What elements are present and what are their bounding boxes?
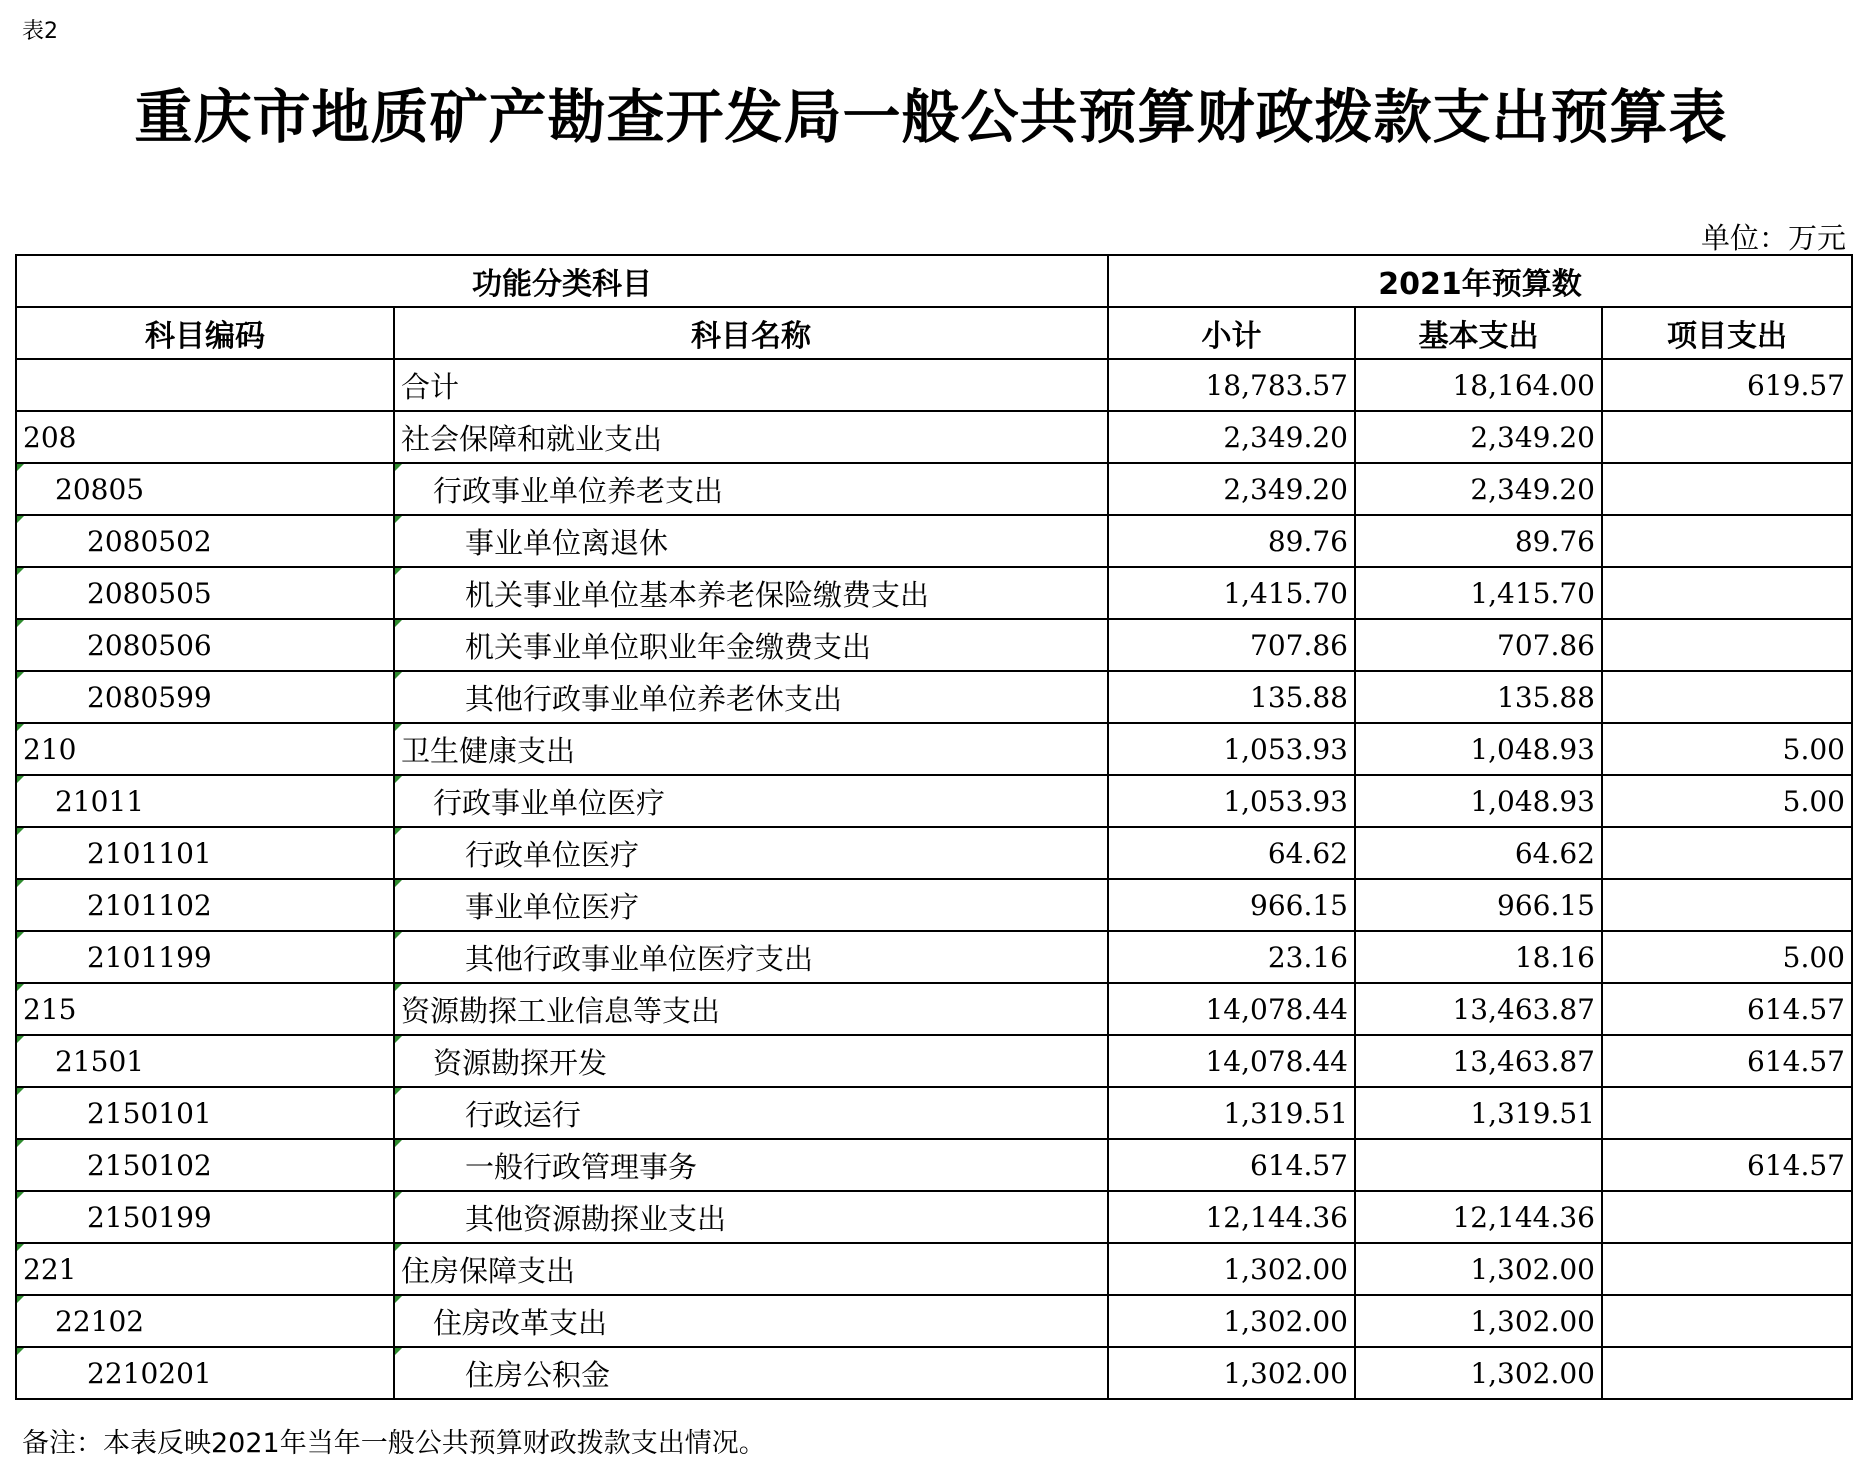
row-project-cell bbox=[1602, 1243, 1852, 1295]
row-project-cell bbox=[1602, 619, 1852, 671]
row-code-cell bbox=[16, 1139, 394, 1191]
table-row bbox=[16, 827, 1852, 879]
budget-table bbox=[15, 254, 1853, 1400]
row-project-cell bbox=[1602, 515, 1852, 567]
table-row bbox=[16, 567, 1852, 619]
cell-text: 13,463.87 bbox=[1452, 992, 1595, 1026]
cell-text: 2150199 bbox=[87, 1200, 212, 1234]
row-code-cell bbox=[16, 567, 394, 619]
row-basic-cell bbox=[1355, 983, 1602, 1035]
row-code-cell bbox=[16, 359, 394, 411]
cell-text: 1,048.93 bbox=[1470, 784, 1595, 818]
table-label: 表2 bbox=[22, 19, 58, 44]
table-row bbox=[16, 1139, 1852, 1191]
cell-text: 其他行政事业单位医疗支出 bbox=[465, 941, 814, 976]
cell-text: 1,319.51 bbox=[1223, 1096, 1348, 1130]
row-project-cell bbox=[1602, 359, 1852, 411]
cell-text: 2,349.20 bbox=[1223, 472, 1348, 506]
row-subtotal-cell bbox=[1108, 359, 1355, 411]
row-name-cell bbox=[394, 567, 1108, 619]
row-subtotal-cell bbox=[1108, 671, 1355, 723]
row-basic-cell bbox=[1355, 1295, 1602, 1347]
row-project-cell bbox=[1602, 1347, 1852, 1399]
cell-text: 619.57 bbox=[1747, 368, 1845, 402]
cell-text: 2,349.20 bbox=[1470, 472, 1595, 506]
cell-text: 5.00 bbox=[1782, 940, 1845, 974]
cell-text: 2080502 bbox=[87, 524, 212, 558]
cell-text: 614.57 bbox=[1250, 1148, 1348, 1182]
row-project-cell bbox=[1602, 775, 1852, 827]
cell-text: 2101101 bbox=[87, 836, 212, 870]
row-subtotal-cell bbox=[1108, 619, 1355, 671]
cell-text: 1,053.93 bbox=[1223, 784, 1348, 818]
cell-text: 18.16 bbox=[1514, 940, 1595, 974]
cell-text: 1,302.00 bbox=[1470, 1304, 1595, 1338]
cell-text: 资源勘探工业信息等支出 bbox=[401, 993, 721, 1028]
row-code-cell bbox=[16, 1087, 394, 1139]
cell-marker-icon bbox=[395, 568, 402, 575]
cell-text: 221 bbox=[23, 1252, 77, 1286]
cell-marker-icon bbox=[395, 724, 402, 731]
row-project-cell bbox=[1602, 463, 1852, 515]
cell-text: 2101199 bbox=[87, 940, 212, 974]
row-basic-cell bbox=[1355, 671, 1602, 723]
cell-marker-icon bbox=[395, 516, 402, 523]
row-project-cell bbox=[1602, 1295, 1852, 1347]
row-project-cell bbox=[1602, 1139, 1852, 1191]
table-row bbox=[16, 1087, 1852, 1139]
cell-marker-icon bbox=[17, 828, 24, 835]
row-project-cell bbox=[1602, 983, 1852, 1035]
cell-marker-icon bbox=[17, 672, 24, 679]
cell-marker-icon bbox=[395, 932, 402, 939]
cell-text: 210 bbox=[23, 732, 77, 766]
cell-marker-icon bbox=[395, 1140, 402, 1147]
cell-text: 1,302.00 bbox=[1223, 1356, 1348, 1390]
table-row bbox=[16, 619, 1852, 671]
row-subtotal-cell bbox=[1108, 827, 1355, 879]
row-subtotal-cell bbox=[1108, 567, 1355, 619]
row-basic-cell bbox=[1355, 827, 1602, 879]
cell-text: 23.16 bbox=[1267, 940, 1348, 974]
cell-text: 14,078.44 bbox=[1205, 992, 1348, 1026]
row-basic-cell bbox=[1355, 463, 1602, 515]
row-subtotal-cell bbox=[1108, 1295, 1355, 1347]
row-subtotal-cell bbox=[1108, 411, 1355, 463]
row-code-cell bbox=[16, 931, 394, 983]
row-basic-cell bbox=[1355, 515, 1602, 567]
row-project-cell bbox=[1602, 931, 1852, 983]
row-name-cell bbox=[394, 1035, 1108, 1087]
header-column-row bbox=[16, 307, 1852, 359]
row-basic-cell bbox=[1355, 1243, 1602, 1295]
cell-text: 64.62 bbox=[1514, 836, 1595, 870]
row-subtotal-cell bbox=[1108, 931, 1355, 983]
header-function-group: 功能分类科目 bbox=[16, 255, 1108, 307]
table-row bbox=[16, 1295, 1852, 1347]
row-project-cell bbox=[1602, 671, 1852, 723]
cell-text: 1,302.00 bbox=[1470, 1252, 1595, 1286]
table-row bbox=[16, 463, 1852, 515]
row-subtotal-cell bbox=[1108, 1139, 1355, 1191]
row-name-cell bbox=[394, 411, 1108, 463]
cell-marker-icon bbox=[395, 1296, 402, 1303]
row-code-cell bbox=[16, 723, 394, 775]
row-name-cell bbox=[394, 515, 1108, 567]
table-row bbox=[16, 775, 1852, 827]
row-code-cell bbox=[16, 983, 394, 1035]
row-name-cell bbox=[394, 1087, 1108, 1139]
row-basic-cell bbox=[1355, 359, 1602, 411]
cell-text: 21501 bbox=[55, 1044, 145, 1078]
cell-text: 707.86 bbox=[1497, 628, 1595, 662]
row-name-cell bbox=[394, 1139, 1108, 1191]
table-row bbox=[16, 931, 1852, 983]
cell-text: 12,144.36 bbox=[1452, 1200, 1595, 1234]
row-subtotal-cell bbox=[1108, 1191, 1355, 1243]
row-project-cell bbox=[1602, 411, 1852, 463]
row-name-cell bbox=[394, 619, 1108, 671]
cell-text: 1,302.00 bbox=[1470, 1356, 1595, 1390]
cell-marker-icon bbox=[395, 984, 402, 991]
table-row bbox=[16, 1035, 1852, 1087]
footnote: 备注：本表反映2021年当年一般公共预算财政拨款支出情况。 bbox=[22, 1428, 766, 1459]
cell-text: 住房公积金 bbox=[465, 1357, 611, 1392]
row-basic-cell bbox=[1355, 619, 1602, 671]
cell-text: 89.76 bbox=[1267, 524, 1348, 558]
table-row bbox=[16, 515, 1852, 567]
cell-marker-icon bbox=[17, 1192, 24, 1199]
cell-text: 卫生健康支出 bbox=[401, 733, 576, 768]
cell-marker-icon bbox=[395, 672, 402, 679]
cell-text: 社会保障和就业支出 bbox=[401, 421, 663, 456]
cell-marker-icon bbox=[395, 464, 402, 471]
row-code-cell bbox=[16, 671, 394, 723]
table-row bbox=[16, 879, 1852, 931]
cell-marker-icon bbox=[17, 1296, 24, 1303]
row-code-cell bbox=[16, 515, 394, 567]
row-project-cell bbox=[1602, 1191, 1852, 1243]
row-code-cell bbox=[16, 463, 394, 515]
cell-text: 22102 bbox=[55, 1304, 145, 1338]
cell-text: 64.62 bbox=[1267, 836, 1348, 870]
cell-marker-icon bbox=[17, 1244, 24, 1251]
row-basic-cell bbox=[1355, 1035, 1602, 1087]
row-code-cell bbox=[16, 827, 394, 879]
cell-text: 2150102 bbox=[87, 1148, 212, 1182]
header-project: 项目支出 bbox=[1602, 307, 1852, 359]
cell-marker-icon bbox=[17, 984, 24, 991]
cell-text: 2080599 bbox=[87, 680, 212, 714]
cell-text: 966.15 bbox=[1497, 888, 1595, 922]
row-code-cell bbox=[16, 1191, 394, 1243]
cell-marker-icon bbox=[395, 1192, 402, 1199]
cell-text: 行政运行 bbox=[465, 1097, 582, 1132]
cell-text: 18,783.57 bbox=[1205, 368, 1348, 402]
cell-marker-icon bbox=[395, 620, 402, 627]
table-row bbox=[16, 1191, 1852, 1243]
cell-text: 18,164.00 bbox=[1452, 368, 1595, 402]
row-subtotal-cell bbox=[1108, 1035, 1355, 1087]
row-name-cell bbox=[394, 1347, 1108, 1399]
table-body bbox=[16, 359, 1852, 1399]
cell-marker-icon bbox=[395, 1088, 402, 1095]
cell-text: 1,319.51 bbox=[1470, 1096, 1595, 1130]
row-name-cell bbox=[394, 1243, 1108, 1295]
table-row bbox=[16, 723, 1852, 775]
row-basic-cell bbox=[1355, 1347, 1602, 1399]
cell-marker-icon bbox=[17, 620, 24, 627]
cell-text: 2,349.20 bbox=[1223, 420, 1348, 454]
row-code-cell bbox=[16, 1035, 394, 1087]
row-subtotal-cell bbox=[1108, 879, 1355, 931]
cell-text: 20805 bbox=[55, 472, 145, 506]
row-basic-cell bbox=[1355, 931, 1602, 983]
row-name-cell bbox=[394, 983, 1108, 1035]
cell-text: 135.88 bbox=[1497, 680, 1595, 714]
cell-text: 614.57 bbox=[1747, 1044, 1845, 1078]
row-subtotal-cell bbox=[1108, 1243, 1355, 1295]
row-code-cell bbox=[16, 411, 394, 463]
row-basic-cell bbox=[1355, 1087, 1602, 1139]
row-project-cell bbox=[1602, 1035, 1852, 1087]
cell-text: 614.57 bbox=[1747, 992, 1845, 1026]
row-name-cell bbox=[394, 1295, 1108, 1347]
cell-text: 2,349.20 bbox=[1470, 420, 1595, 454]
cell-text: 其他资源勘探业支出 bbox=[465, 1201, 727, 1236]
cell-text: 1,302.00 bbox=[1223, 1304, 1348, 1338]
cell-text: 行政事业单位医疗 bbox=[433, 785, 666, 820]
cell-text: 614.57 bbox=[1747, 1148, 1845, 1182]
header-budget-group: 2021年预算数 bbox=[1108, 255, 1852, 307]
table-row bbox=[16, 671, 1852, 723]
cell-text: 5.00 bbox=[1782, 732, 1845, 766]
cell-marker-icon bbox=[17, 1088, 24, 1095]
header-basic: 基本支出 bbox=[1355, 307, 1602, 359]
row-code-cell bbox=[16, 879, 394, 931]
cell-text: 13,463.87 bbox=[1452, 1044, 1595, 1078]
header-name: 科目名称 bbox=[394, 307, 1108, 359]
cell-text: 1,053.93 bbox=[1223, 732, 1348, 766]
row-name-cell bbox=[394, 359, 1108, 411]
cell-text: 14,078.44 bbox=[1205, 1044, 1348, 1078]
cell-marker-icon bbox=[17, 776, 24, 783]
header-group-row bbox=[16, 255, 1852, 307]
cell-text: 1,302.00 bbox=[1223, 1252, 1348, 1286]
cell-marker-icon bbox=[17, 880, 24, 887]
cell-text: 行政单位医疗 bbox=[465, 837, 640, 872]
row-subtotal-cell bbox=[1108, 983, 1355, 1035]
cell-marker-icon bbox=[395, 1036, 402, 1043]
row-basic-cell bbox=[1355, 879, 1602, 931]
cell-text: 行政事业单位养老支出 bbox=[433, 473, 724, 508]
row-code-cell bbox=[16, 1347, 394, 1399]
row-name-cell bbox=[394, 671, 1108, 723]
cell-text: 2150101 bbox=[87, 1096, 212, 1130]
row-project-cell bbox=[1602, 567, 1852, 619]
cell-text: 其他行政事业单位养老休支出 bbox=[465, 681, 843, 716]
cell-marker-icon bbox=[395, 880, 402, 887]
cell-text: 215 bbox=[23, 992, 77, 1026]
row-subtotal-cell bbox=[1108, 775, 1355, 827]
cell-text: 208 bbox=[23, 420, 77, 454]
cell-marker-icon bbox=[17, 1036, 24, 1043]
cell-text: 5.00 bbox=[1782, 784, 1845, 818]
row-code-cell bbox=[16, 619, 394, 671]
cell-text: 135.88 bbox=[1250, 680, 1348, 714]
row-project-cell bbox=[1602, 879, 1852, 931]
row-project-cell bbox=[1602, 827, 1852, 879]
row-project-cell bbox=[1602, 1087, 1852, 1139]
cell-text: 89.76 bbox=[1514, 524, 1595, 558]
cell-text: 住房改革支出 bbox=[433, 1305, 608, 1340]
cell-marker-icon bbox=[17, 516, 24, 523]
cell-text: 资源勘探开发 bbox=[433, 1045, 608, 1080]
row-basic-cell bbox=[1355, 1191, 1602, 1243]
cell-text: 2080506 bbox=[87, 628, 212, 662]
cell-text: 合计 bbox=[401, 369, 460, 404]
row-name-cell bbox=[394, 827, 1108, 879]
cell-text: 一般行政管理事务 bbox=[465, 1149, 698, 1184]
cell-text: 2101102 bbox=[87, 888, 212, 922]
row-name-cell bbox=[394, 463, 1108, 515]
row-basic-cell bbox=[1355, 1139, 1602, 1191]
page-title: 重庆市地质矿产勘查开发局一般公共预算财政拨款支出预算表 bbox=[134, 83, 1728, 151]
cell-text: 机关事业单位基本养老保险缴费支出 bbox=[465, 577, 930, 612]
cell-marker-icon bbox=[17, 464, 24, 471]
row-name-cell bbox=[394, 931, 1108, 983]
row-basic-cell bbox=[1355, 411, 1602, 463]
table-row bbox=[16, 1243, 1852, 1295]
row-code-cell bbox=[16, 1243, 394, 1295]
header-code: 科目编码 bbox=[16, 307, 394, 359]
cell-text: 2210201 bbox=[87, 1356, 212, 1390]
row-subtotal-cell bbox=[1108, 515, 1355, 567]
cell-text: 机关事业单位职业年金缴费支出 bbox=[465, 629, 872, 664]
row-name-cell bbox=[394, 723, 1108, 775]
row-name-cell bbox=[394, 775, 1108, 827]
row-subtotal-cell bbox=[1108, 1087, 1355, 1139]
row-basic-cell bbox=[1355, 775, 1602, 827]
row-basic-cell bbox=[1355, 723, 1602, 775]
unit-label: 单位：万元 bbox=[1700, 221, 1846, 255]
cell-text: 707.86 bbox=[1250, 628, 1348, 662]
cell-text: 21011 bbox=[55, 784, 145, 818]
row-basic-cell bbox=[1355, 567, 1602, 619]
cell-marker-icon bbox=[395, 776, 402, 783]
row-name-cell bbox=[394, 1191, 1108, 1243]
cell-marker-icon bbox=[395, 1244, 402, 1251]
row-subtotal-cell bbox=[1108, 723, 1355, 775]
cell-marker-icon bbox=[395, 1348, 402, 1355]
header-subtotal: 小计 bbox=[1108, 307, 1355, 359]
table-row bbox=[16, 359, 1852, 411]
row-subtotal-cell bbox=[1108, 1347, 1355, 1399]
cell-marker-icon bbox=[17, 568, 24, 575]
cell-text: 事业单位医疗 bbox=[465, 889, 640, 924]
table-row bbox=[16, 1347, 1852, 1399]
cell-marker-icon bbox=[17, 1348, 24, 1355]
cell-text: 1,048.93 bbox=[1470, 732, 1595, 766]
row-name-cell bbox=[394, 879, 1108, 931]
cell-marker-icon bbox=[17, 724, 24, 731]
cell-text: 966.15 bbox=[1250, 888, 1348, 922]
row-code-cell bbox=[16, 1295, 394, 1347]
cell-marker-icon bbox=[17, 932, 24, 939]
table-row bbox=[16, 411, 1852, 463]
cell-text: 2080505 bbox=[87, 576, 212, 610]
cell-text: 1,415.70 bbox=[1223, 576, 1348, 610]
cell-text: 住房保障支出 bbox=[401, 1253, 576, 1288]
row-subtotal-cell bbox=[1108, 463, 1355, 515]
row-project-cell bbox=[1602, 723, 1852, 775]
cell-marker-icon bbox=[395, 828, 402, 835]
cell-text: 1,415.70 bbox=[1470, 576, 1595, 610]
table-row bbox=[16, 983, 1852, 1035]
cell-marker-icon bbox=[17, 1140, 24, 1147]
cell-text: 12,144.36 bbox=[1205, 1200, 1348, 1234]
cell-text: 事业单位离退休 bbox=[465, 525, 669, 560]
row-code-cell bbox=[16, 775, 394, 827]
